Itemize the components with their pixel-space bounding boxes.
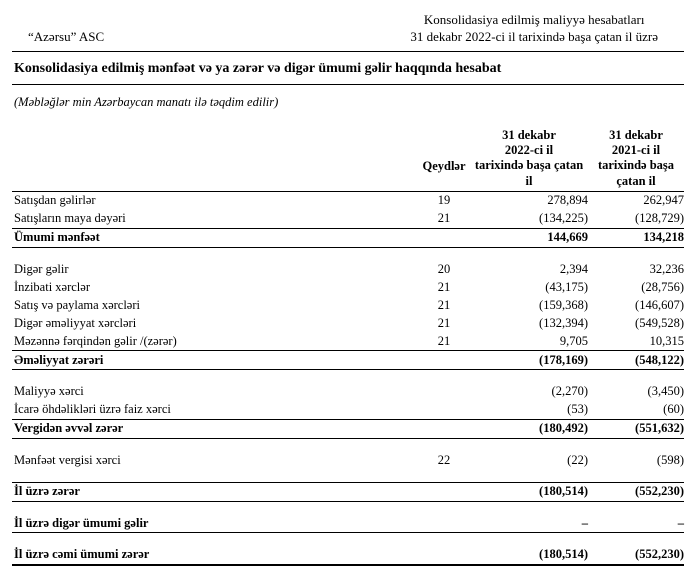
spacer-row [12,501,684,514]
amounts-note: (Məbləğlər min Azərbaycan manatı ilə təqdim edilir) [14,94,279,109]
row-label: Digər gəlir [14,261,69,276]
row-value-2021: 134,218 [588,228,684,247]
row-value-2022: (180,514) [470,546,588,565]
row-value-2022: (178,169) [470,351,588,370]
table-row [12,482,684,501]
row-value-2021: (28,756) [641,279,684,294]
row-label: Məzənnə fərqindən gəlir /(zərər) [14,333,177,348]
row-value-2022: 9,705 [559,333,588,348]
row-value-2022: 2,394 [559,261,588,276]
row-value-2022: (2,270) [551,384,588,399]
column-header-2022 [470,122,588,192]
income-statement-table [12,122,684,566]
row-label: Satışdan gəlirlər [14,193,96,208]
document-header [12,12,684,52]
column-header-2022-line1: 31 dekabr [502,127,556,142]
report-header-line2: 31 dekabr 2022-ci il tarixində başa çatan il üzrə [410,28,658,44]
column-header-notes: Qeydlər [418,122,470,192]
table-row [12,191,684,210]
row-label: Ümumi mənfəət [12,228,418,247]
row-label: Satış və paylama xərcləri [14,297,140,312]
row-value-2021: 10,315 [649,333,684,348]
row-label: İl üzrə cəmi ümumi zərər [12,546,418,565]
row-value-2022: (43,175) [545,279,588,294]
column-header-2021-line4: çatan il [616,173,656,188]
report-header-line1: Konsolidasiya edilmiş maliyyə hesabatları [423,12,645,27]
row-value-2022: (159,368) [539,297,588,312]
row-label: Maliyyə xərci [14,384,84,399]
row-value-2021: (552,230) [588,482,684,501]
row-value-2022: (53) [567,402,588,417]
row-value-2022: 278,894 [547,193,588,208]
spacer-cell [12,438,684,451]
row-value-2021: (548,122) [588,351,684,370]
row-label: Digər əməliyyat xərcləri [14,315,137,330]
row-value-2022: 144,669 [470,228,588,247]
table-row [12,351,684,370]
row-value-2021: (552,230) [588,546,684,565]
report-header [410,12,658,46]
column-header-2022-line4: il [525,173,533,188]
row-value-2021: (3,450) [647,384,684,399]
table-header-row [12,122,684,192]
table-row [12,546,684,565]
row-value-2022: (132,394) [539,315,588,330]
row-note [418,482,470,501]
row-label: İl üzrə digər ümumi gəlir [12,514,418,533]
row-value-2022: (180,514) [470,482,588,501]
row-value-2021: – [588,514,684,533]
table-row [12,419,684,438]
table-row [12,314,684,332]
row-value-2022: – [470,514,588,533]
row-note [418,546,470,565]
spacer-row [12,438,684,451]
row-note [418,401,470,420]
table-row [12,401,684,420]
row-label: İnzibati xərclər [14,279,90,294]
table-row [12,210,684,229]
row-value-2022: (22) [567,452,588,467]
table-row [12,296,684,314]
row-value-2021: 262,947 [643,193,684,208]
row-note: 21 [437,315,451,330]
table-row [12,451,684,469]
spacer-cell [12,501,684,514]
row-value-2021: (128,729) [635,211,684,226]
spacer-cell [12,370,684,383]
row-label: İcarə öhdəlikləri üzrə faiz xərci [14,402,171,417]
row-note: 21 [437,211,451,226]
column-header-2021-line2: 2021-ci il [611,143,661,158]
spacer-row [12,247,684,260]
row-value-2021: (598) [656,452,684,467]
row-label: Satışların maya dəyəri [14,211,126,226]
column-header-2021-line1: 31 dekabr [609,127,663,142]
row-note [418,351,470,370]
table-row [12,514,684,533]
row-value-2021: 32,236 [649,261,684,276]
row-note: 21 [437,279,451,294]
row-value-2021: (551,632) [588,419,684,438]
table-row [12,383,684,401]
row-value-2021: (146,607) [635,297,684,312]
row-value-2021: (60) [663,402,684,417]
row-note: 21 [437,297,451,312]
column-header-2021-line3: tarixində başa [597,158,675,173]
row-label: Əməliyyat zərəri [12,351,418,370]
row-note [418,514,470,533]
company-name: “Azərsu” ASC [28,28,105,44]
row-value-2021: (549,528) [635,315,684,330]
row-label: Vergidən əvvəl zərər [12,419,418,438]
row-note [418,419,470,438]
table-row [12,260,684,278]
row-value-2022: (134,225) [539,211,588,226]
row-note [418,383,470,401]
spacer-cell [12,247,684,260]
row-value-2022: (180,492) [470,419,588,438]
column-header-labels [12,122,418,192]
row-note [418,228,470,247]
row-note: 22 [437,452,451,467]
table-row [12,228,684,247]
column-header-2021 [588,122,684,192]
table-row [12,332,684,351]
row-label: İl üzrə zərər [12,482,418,501]
row-note: 19 [437,193,451,208]
spacer-cell [12,533,684,546]
column-header-2022-line3: tarixində başa çatan [474,158,584,173]
table-row [12,278,684,296]
spacer-row [12,533,684,546]
spacer-cell [12,469,684,482]
row-note: 20 [437,261,451,276]
row-note: 21 [437,333,451,348]
spacer-row [12,370,684,383]
row-label: Mənfəət vergisi xərci [14,452,121,467]
statement-title: Konsolidasiya edilmiş mənfəət və ya zərər və digər ümumi gəlir haqqında hesabat [12,52,684,85]
column-header-2022-line2: 2022-ci il [504,143,554,158]
spacer-row [12,469,684,482]
